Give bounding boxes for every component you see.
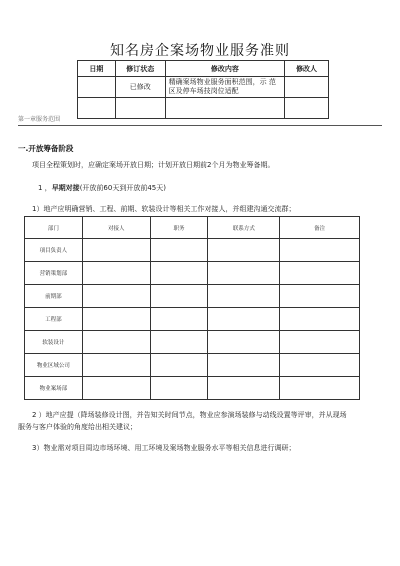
empty-cell xyxy=(150,285,208,308)
header-content: 修改内容 xyxy=(165,61,284,77)
intro-paragraph: 项目全程策划时，应确定案场开放日期；计划开放日期前2个月为物业筹备期。 xyxy=(32,161,275,169)
subheading-number: 1 ， xyxy=(38,184,52,192)
section-label: 第一章服务范围 xyxy=(18,116,61,123)
empty-cell xyxy=(82,285,150,308)
empty-cell xyxy=(280,354,360,377)
header-phone: 联系方式 xyxy=(208,217,280,239)
empty-cell xyxy=(280,239,360,262)
empty-cell xyxy=(208,354,280,377)
header-remark: 备注 xyxy=(280,217,360,239)
row-department: 工程部 xyxy=(25,308,83,331)
row-department: 营销策划部 xyxy=(25,262,83,285)
revision-content: 精确案场物业服务面积范围，示 范区及停车场技岗位适配 xyxy=(165,77,284,98)
revision-status: 已修改 xyxy=(115,77,165,98)
empty-cell xyxy=(78,98,116,119)
table-row xyxy=(25,262,360,285)
empty-cell xyxy=(115,98,165,119)
empty-cell xyxy=(280,331,360,354)
item-1: 1）地产应明确营销、工程、前期、软装设计等相关工作对接人，并组建沟通交流群； xyxy=(32,205,296,213)
item-2-line-2: 服务与客户体验的角度给出相关建议； xyxy=(18,423,137,431)
row-department: 前期部 xyxy=(25,285,83,308)
empty-cell xyxy=(82,377,150,400)
empty-cell xyxy=(208,331,280,354)
revision-row-empty xyxy=(78,98,329,119)
row-department: 项目负责人 xyxy=(25,239,83,262)
table-row xyxy=(25,285,360,308)
item-3: 3）物业需对项目周边市场环境、用工环境及案场物业服务水平等相关信息进行调研； xyxy=(32,444,296,452)
header-date: 日期 xyxy=(78,61,116,77)
revision-table xyxy=(77,60,329,119)
table-row xyxy=(25,331,360,354)
contact-table-header xyxy=(25,217,360,239)
table-row xyxy=(25,377,360,400)
item-2-line-1: 2 ）地产应提（降场装修设计图，并告知关时间节点，物业应参演场装修与动线设置等评审，并从现场 xyxy=(32,411,347,419)
empty-cell xyxy=(280,308,360,331)
empty-cell xyxy=(208,308,280,331)
revision-row xyxy=(78,77,329,98)
empty-cell xyxy=(82,354,150,377)
empty-cell xyxy=(82,239,150,262)
empty-cell xyxy=(208,285,280,308)
empty-cell xyxy=(82,331,150,354)
empty-cell xyxy=(280,285,360,308)
empty-cell xyxy=(150,239,208,262)
subheading-bold: 早期对接 xyxy=(51,184,80,192)
row-department: 软装设计 xyxy=(25,331,83,354)
subheading xyxy=(38,183,166,193)
divider xyxy=(18,125,382,126)
empty-cell xyxy=(208,377,280,400)
empty-cell xyxy=(285,98,329,119)
header-status: 修订状态 xyxy=(115,61,165,77)
empty-cell xyxy=(150,308,208,331)
table-row xyxy=(25,354,360,377)
empty-cell xyxy=(150,262,208,285)
header-department: 部门 xyxy=(25,217,83,239)
section-heading: 一.开放筹备阶段 xyxy=(18,144,74,153)
empty-cell xyxy=(82,262,150,285)
empty-cell xyxy=(150,354,208,377)
empty-cell xyxy=(165,98,284,119)
empty-cell xyxy=(280,377,360,400)
revision-editor xyxy=(285,77,329,98)
subheading-rest: (开放前60天到开放前45天) xyxy=(79,184,166,192)
revision-date xyxy=(78,77,116,98)
empty-cell xyxy=(208,262,280,285)
empty-cell xyxy=(208,239,280,262)
document-title: 知名房企案场物业服务准则 xyxy=(110,43,290,59)
header-position: 职务 xyxy=(150,217,208,239)
header-contact: 对接人 xyxy=(82,217,150,239)
empty-cell xyxy=(150,331,208,354)
revision-table-header xyxy=(78,61,329,77)
empty-cell xyxy=(150,377,208,400)
empty-cell xyxy=(280,262,360,285)
row-department: 物业区域公司 xyxy=(25,354,83,377)
empty-cell xyxy=(82,308,150,331)
contact-table xyxy=(24,216,360,400)
row-department: 物业案场部 xyxy=(25,377,83,400)
table-row xyxy=(25,308,360,331)
header-editor: 修改人 xyxy=(285,61,329,77)
table-row xyxy=(25,239,360,262)
